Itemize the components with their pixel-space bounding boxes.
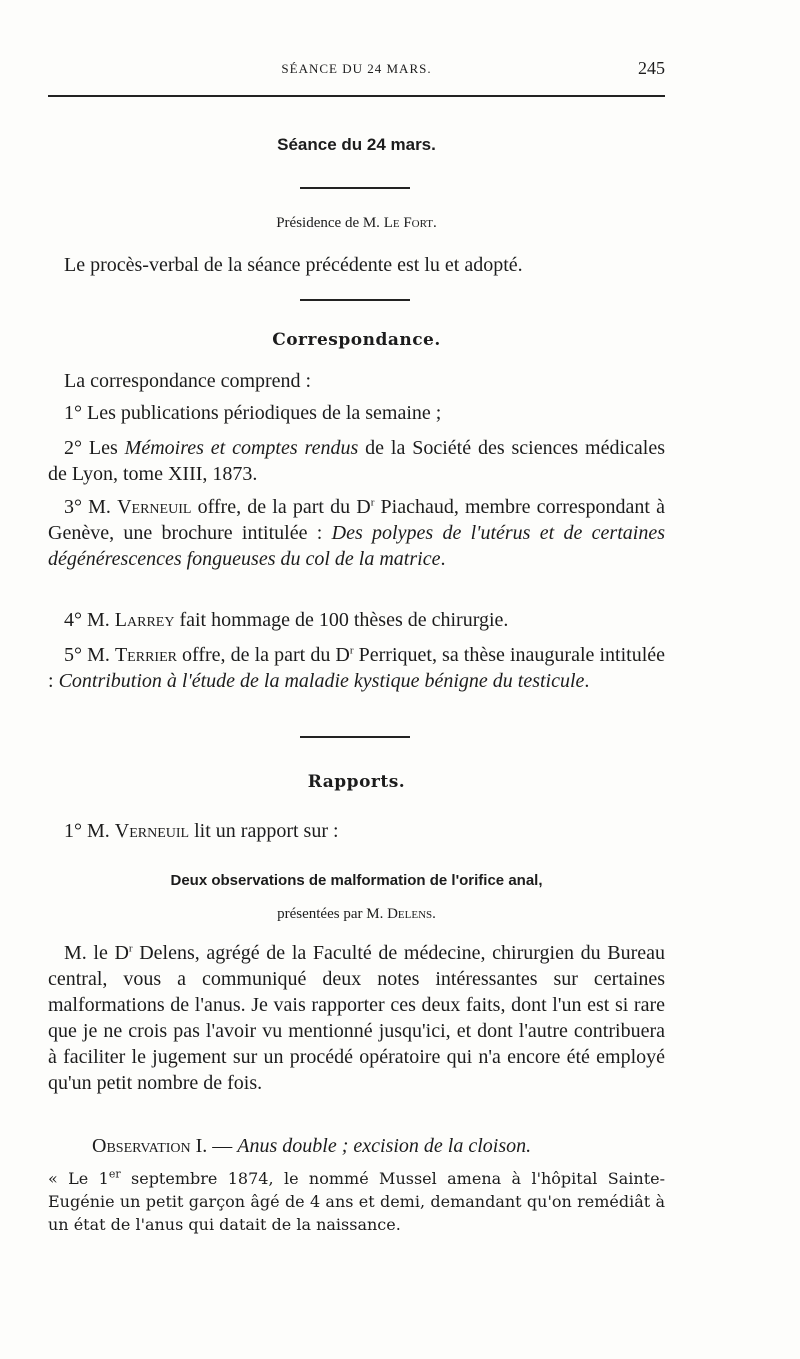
correspondence-item-2 (48, 435, 665, 487)
presidency-suffix: . (433, 215, 437, 231)
item5-name: Terrier (114, 644, 177, 666)
correspondence-item-3 (48, 494, 665, 572)
quote-sup: er (108, 1167, 121, 1181)
running-head (48, 58, 665, 82)
reports-intro (48, 818, 665, 844)
report-body-sup: r (128, 942, 133, 955)
observation-label: Observation I. (92, 1135, 208, 1157)
correspondence-heading: Correspondance. (272, 330, 441, 350)
divider-rule (300, 299, 410, 301)
item2-text-c: de la Société des sciences médicales de Lyon, tome XIII, 1873. (48, 437, 665, 485)
presidency-prefix: Présidence de M. (276, 215, 384, 231)
correspondence-intro: La correspondance comprend : (64, 370, 312, 392)
item4-text-b: fait hommage de 100 thèses de chirurgie. (174, 609, 509, 631)
item4-name: Larrey (114, 609, 175, 631)
observation-title: Anus double ; excision de la cloison. (237, 1135, 532, 1157)
item5-text-d: . (584, 670, 590, 692)
presented-by-line (48, 906, 665, 923)
running-head-title: SÉANCE DU 24 MARS. (281, 61, 432, 76)
report-body-paragraph (48, 940, 665, 1096)
item3-sup: r (370, 496, 375, 509)
item5-text-b: offre, de la part du D (176, 644, 350, 666)
presented-by-suffix: . (432, 906, 436, 922)
page-number: 245 (638, 58, 665, 78)
item3-text-d: . (440, 548, 446, 570)
item3-brochure-title: Des polypes de l'utérus et de certaines dégénérescences fongueuses du col de la matrice (48, 522, 665, 570)
item5-text-c: Perriquet, sa thèse inaugurale intitulée : (48, 644, 666, 692)
reports-intro-b: lit un rapport sur : (189, 820, 339, 842)
header-rule (48, 95, 665, 97)
presidency-line (48, 215, 665, 232)
president-name: Le Fort (383, 215, 434, 231)
reports-intro-a: 1° M. (64, 820, 115, 842)
divider-rule (300, 736, 410, 738)
presenter-name: Delens (387, 906, 433, 922)
observation-heading (48, 1133, 665, 1159)
item5-text-a: 5° M. (64, 644, 115, 666)
report-body-b: Delens, agrégé de la Faculté de médecine, chirurgien du Bureau central, vous a communiqué deux notes intéressantes sur certaines malformations de l'anus. Je vais rapporter ces deux faits, dont l'un est si rare que je ne crois pas l'avoir vu mentionné jusqu'ici, et dont l'autre contribuera à faciliter le jugement sur un procédé opératoire qui n'a encore été employé qu'un petit nombre de fois. (48, 942, 665, 1094)
correspondence-item-5 (48, 642, 665, 694)
item2-text-a: 2° Les (64, 437, 125, 459)
item4-text-a: 4° M. (64, 609, 115, 631)
observation-quote (48, 1167, 665, 1236)
report-title: Deux observations de malformation de l'orifice anal, (170, 872, 543, 889)
item3-text-b: offre, de la part du D (191, 496, 371, 518)
minutes-paragraph: Le procès-verbal de la séance précédente est lu et adopté. (64, 254, 523, 276)
item5-sup: r (349, 644, 354, 657)
correspondence-item-1: 1° Les publications périodiques de la semaine ; (64, 402, 442, 424)
quote-b: septembre 1874, le nommé Mussel amena à l'hôpital Sainte-Eugénie un petit garçon âgé de 4 ans et demi, demandant qu'on remédiât à un état de l'anus qui datait de la naissance. (48, 1169, 665, 1234)
presented-by-prefix: présentées par M. (277, 906, 388, 922)
item3-text-a: 3° M. (64, 496, 118, 518)
report-body-a: M. le D (64, 942, 129, 964)
reports-heading: Rapports. (307, 772, 406, 792)
item2-publication-title: Mémoires et comptes rendus (124, 437, 359, 459)
correspondence-item-4 (48, 607, 665, 633)
session-title: Séance du 24 mars. (277, 135, 436, 154)
item3-name: Verneuil (117, 496, 192, 518)
reports-intro-name: Verneuil (114, 820, 190, 842)
quote-a: « Le 1 (48, 1169, 109, 1188)
observation-dash: — (207, 1135, 238, 1157)
item5-thesis-title: Contribution à l'étude de la maladie kystique bénigne du testicule (58, 670, 585, 692)
item3-text-c: Piachaud, membre correspondant à Genève, une brochure intitulée : (48, 496, 666, 544)
divider-rule (300, 187, 410, 189)
